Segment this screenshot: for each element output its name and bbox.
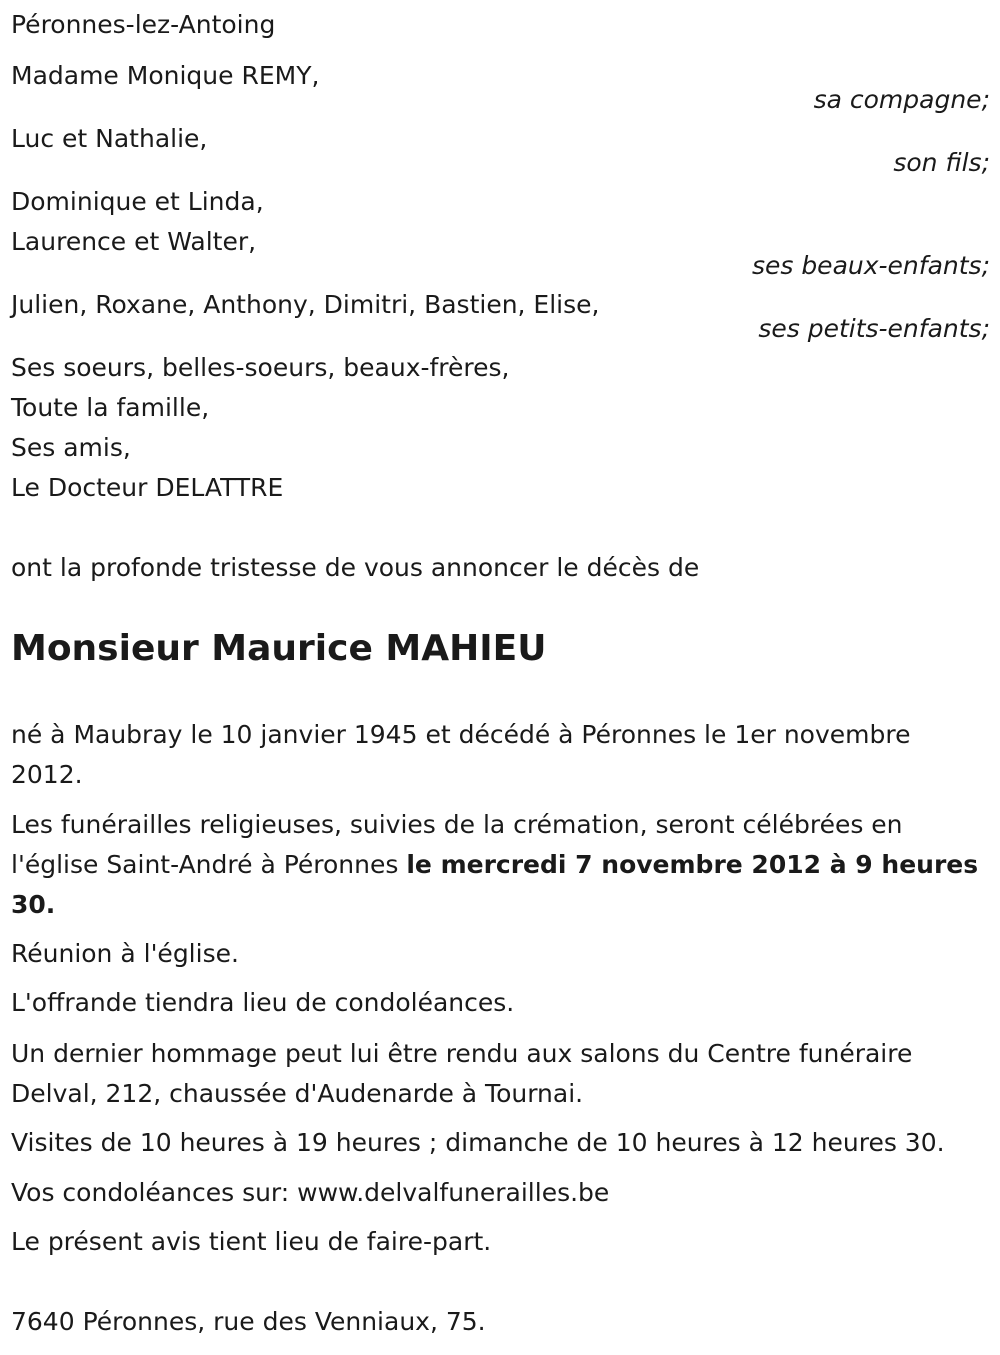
other-relatives: Toute la famille,	[11, 393, 210, 422]
offering-text: L'offrande tiendra lieu de condoléances.	[11, 988, 515, 1017]
visits-text: Visites de 10 heures à 19 heures ; dimanche de 10 heures à 12 heures 30.	[11, 1128, 945, 1157]
other-relatives: Ses soeurs, belles-soeurs, beaux-frères,	[11, 353, 510, 382]
stepchildren-role: ses beaux-enfants;	[751, 251, 990, 280]
other-relatives: Ses amis,	[11, 433, 131, 462]
condolences-text: Vos condoléances sur: www.delvalfunerailles.be	[11, 1178, 610, 1207]
stepchild-name: Dominique et Linda,	[11, 187, 264, 216]
funeral-datetime: le mercredi 7 novembre 2012 à 9 heures 30.	[11, 850, 979, 919]
funeral-description: Les funérailles religieuses, suivies de la crémation, seront célébrées en l'église Saint-André à Péronnes	[11, 810, 903, 879]
notice-text: Le présent avis tient lieu de faire-part.	[11, 1227, 492, 1256]
birth-death-text: né à Maubray le 10 janvier 1945 et décédé à Péronnes le 1er novembre 2012.	[11, 720, 911, 789]
grandchildren-role: ses petits-enfants;	[758, 314, 990, 343]
location-heading: Péronnes-lez-Antoing	[11, 10, 276, 39]
grandchildren-names: Julien, Roxane, Anthony, Dimitri, Bastien, Elise,	[11, 290, 600, 319]
funeral-text	[11, 805, 986, 925]
homage-text: Un dernier hommage peut lui être rendu aux salons du Centre funéraire Delval, 212, chaussée d'Audenarde à Tournai.	[11, 1039, 913, 1108]
announcement-text: ont la profonde tristesse de vous annoncer le décès de	[11, 553, 700, 582]
meeting-text: Réunion à l'église.	[11, 939, 239, 968]
companion-name: Madame Monique REMY,	[11, 61, 320, 90]
son-name: Luc et Nathalie,	[11, 124, 208, 153]
address-text: 7640 Péronnes, rue des Venniaux, 75.	[11, 1307, 486, 1336]
companion-role: sa compagne;	[813, 85, 990, 114]
son-role: son fils;	[893, 148, 990, 177]
deceased-name: Monsieur Maurice MAHIEU	[11, 628, 547, 669]
stepchild-name: Laurence et Walter,	[11, 227, 257, 256]
other-relatives: Le Docteur DELATTRE	[11, 473, 284, 502]
